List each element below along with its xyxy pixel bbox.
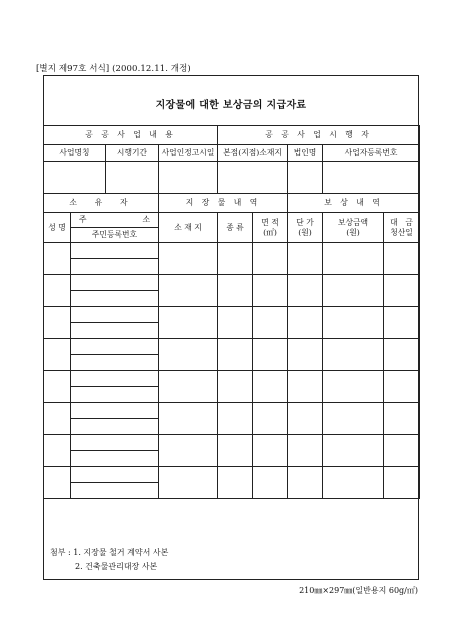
resident-no-cell[interactable] bbox=[71, 419, 159, 435]
payment-date-cell[interactable] bbox=[384, 307, 420, 339]
record-row bbox=[44, 467, 420, 483]
col-payment-date bbox=[384, 213, 420, 243]
location-cell[interactable] bbox=[159, 435, 218, 467]
area-cell[interactable] bbox=[253, 403, 288, 435]
col-address-right: 소 bbox=[142, 215, 150, 225]
owner-name-cell[interactable] bbox=[44, 467, 71, 499]
col-area-label: 면 적 bbox=[261, 218, 279, 228]
resident-no-cell[interactable] bbox=[71, 451, 159, 467]
record-row bbox=[44, 403, 420, 419]
col-unit-price-label: 단 가 bbox=[296, 218, 314, 228]
col-area bbox=[253, 213, 288, 243]
project-period-value[interactable] bbox=[106, 162, 159, 194]
resident-no-cell[interactable] bbox=[71, 355, 159, 371]
owner-name-cell[interactable] bbox=[44, 371, 71, 403]
col-resident-no: 주민등록번호 bbox=[71, 228, 159, 243]
owner-name-cell[interactable] bbox=[44, 275, 71, 307]
type-cell[interactable] bbox=[218, 275, 253, 307]
owner-group-header: 소 유 자 bbox=[44, 194, 159, 213]
compensation-group-header: 보 상 내 역 bbox=[288, 194, 420, 213]
unit-price-cell[interactable] bbox=[288, 275, 323, 307]
col-amount-label: 보상금액 bbox=[337, 218, 369, 228]
payment-date-cell[interactable] bbox=[384, 339, 420, 371]
owner-name-cell[interactable] bbox=[44, 403, 71, 435]
address-cell[interactable] bbox=[71, 275, 159, 291]
col-corporation-name: 법인명 bbox=[288, 145, 323, 162]
record-row bbox=[44, 307, 420, 323]
col-business-reg-no: 사업자등록번호 bbox=[323, 145, 420, 162]
paper-size-note: 210㎜×297㎜(일반용지 60g/㎡) bbox=[299, 586, 418, 595]
payment-date-cell[interactable] bbox=[384, 435, 420, 467]
col-address bbox=[71, 213, 159, 228]
area-cell[interactable] bbox=[253, 339, 288, 371]
address-cell[interactable] bbox=[71, 339, 159, 355]
resident-no-cell[interactable] bbox=[71, 259, 159, 275]
area-cell[interactable] bbox=[253, 307, 288, 339]
corporation-name-value[interactable] bbox=[288, 162, 323, 194]
col-owner-name: 성 명 bbox=[44, 213, 71, 243]
col-area-unit: (㎡) bbox=[263, 227, 277, 237]
type-cell[interactable] bbox=[218, 307, 253, 339]
unit-price-cell[interactable] bbox=[288, 467, 323, 499]
col-approval-date: 사업인정고시일 bbox=[159, 145, 218, 162]
area-cell[interactable] bbox=[253, 467, 288, 499]
record-row bbox=[44, 435, 420, 451]
payment-date-cell[interactable] bbox=[384, 243, 420, 275]
form-number-note: [별지 제97호 서식] (2000.12.11. 개정) bbox=[36, 64, 191, 74]
amount-cell[interactable] bbox=[323, 403, 384, 435]
col-project-period: 시행기간 bbox=[106, 145, 159, 162]
col-payment-date-label: 청산일 bbox=[390, 227, 413, 237]
owner-name-cell[interactable] bbox=[44, 243, 71, 275]
unit-price-cell[interactable] bbox=[288, 307, 323, 339]
amount-cell[interactable] bbox=[323, 339, 384, 371]
owner-name-cell[interactable] bbox=[44, 307, 71, 339]
resident-no-cell[interactable] bbox=[71, 291, 159, 307]
payment-date-cell[interactable] bbox=[384, 371, 420, 403]
col-unit-price-unit: (원) bbox=[298, 227, 312, 237]
type-cell[interactable] bbox=[218, 467, 253, 499]
address-cell[interactable] bbox=[71, 467, 159, 483]
area-cell[interactable] bbox=[253, 243, 288, 275]
address-cell[interactable] bbox=[71, 371, 159, 387]
location-cell[interactable] bbox=[159, 371, 218, 403]
location-cell[interactable] bbox=[159, 403, 218, 435]
col-address-left: 주 bbox=[79, 215, 87, 225]
amount-cell[interactable] bbox=[323, 467, 384, 499]
head-office-value[interactable] bbox=[218, 162, 288, 194]
owner-name-cell[interactable] bbox=[44, 435, 71, 467]
resident-no-cell[interactable] bbox=[71, 323, 159, 339]
type-cell[interactable] bbox=[218, 435, 253, 467]
project-name-value[interactable] bbox=[44, 162, 106, 194]
form-title: 지장물에 대한 보상금의 지급자료 bbox=[155, 100, 307, 111]
attachments bbox=[50, 546, 168, 574]
record-row bbox=[44, 371, 420, 387]
payment-date-cell[interactable] bbox=[384, 275, 420, 307]
col-project-name: 사업명칭 bbox=[44, 145, 106, 162]
col-location: 소 재 지 bbox=[159, 213, 218, 243]
obstacle-group-header: 지 장 물 내 역 bbox=[159, 194, 288, 213]
col-unit-price bbox=[288, 213, 323, 243]
address-cell[interactable] bbox=[71, 243, 159, 259]
amount-cell[interactable] bbox=[323, 307, 384, 339]
attachment-line-2: 2. 건축물관리대장 사본 bbox=[75, 562, 158, 571]
resident-no-cell[interactable] bbox=[71, 387, 159, 403]
col-amount bbox=[323, 213, 384, 243]
address-cell[interactable] bbox=[71, 403, 159, 419]
location-cell[interactable] bbox=[159, 243, 218, 275]
type-cell[interactable] bbox=[218, 403, 253, 435]
record-row bbox=[44, 243, 420, 259]
col-payment-label: 대 금 bbox=[390, 218, 413, 228]
col-amount-unit: (원) bbox=[346, 227, 360, 237]
location-cell[interactable] bbox=[159, 275, 218, 307]
type-cell[interactable] bbox=[218, 243, 253, 275]
unit-price-cell[interactable] bbox=[288, 371, 323, 403]
owner-name-cell[interactable] bbox=[44, 339, 71, 371]
unit-price-cell[interactable] bbox=[288, 435, 323, 467]
amount-cell[interactable] bbox=[323, 371, 384, 403]
compensation-form bbox=[43, 75, 419, 580]
area-cell[interactable] bbox=[253, 435, 288, 467]
col-head-office: 본점(지점)소재지 bbox=[218, 145, 288, 162]
type-cell[interactable] bbox=[218, 339, 253, 371]
payment-date-cell[interactable] bbox=[384, 403, 420, 435]
approval-date-value[interactable] bbox=[159, 162, 218, 194]
project-operator-header: 공 공 사 업 시 행 자 bbox=[218, 126, 420, 145]
payment-date-cell[interactable] bbox=[384, 467, 420, 499]
area-cell[interactable] bbox=[253, 275, 288, 307]
attachment-line-1: 첨부 : 1. 지장물 철거 계약서 사본 bbox=[50, 548, 169, 557]
type-cell[interactable] bbox=[218, 371, 253, 403]
record-row bbox=[44, 275, 420, 291]
location-cell[interactable] bbox=[159, 467, 218, 499]
location-cell[interactable] bbox=[159, 307, 218, 339]
area-cell[interactable] bbox=[253, 371, 288, 403]
address-cell[interactable] bbox=[71, 435, 159, 451]
unit-price-cell[interactable] bbox=[288, 243, 323, 275]
form-grid bbox=[43, 125, 420, 499]
unit-price-cell[interactable] bbox=[288, 403, 323, 435]
col-type: 종 류 bbox=[218, 213, 253, 243]
location-cell[interactable] bbox=[159, 339, 218, 371]
amount-cell[interactable] bbox=[323, 243, 384, 275]
address-cell[interactable] bbox=[71, 307, 159, 323]
business-reg-no-value[interactable] bbox=[323, 162, 420, 194]
amount-cell[interactable] bbox=[323, 275, 384, 307]
project-content-header: 공 공 사 업 내 용 bbox=[44, 126, 218, 145]
amount-cell[interactable] bbox=[323, 435, 384, 467]
record-row bbox=[44, 339, 420, 355]
resident-no-cell[interactable] bbox=[71, 483, 159, 499]
unit-price-cell[interactable] bbox=[288, 339, 323, 371]
